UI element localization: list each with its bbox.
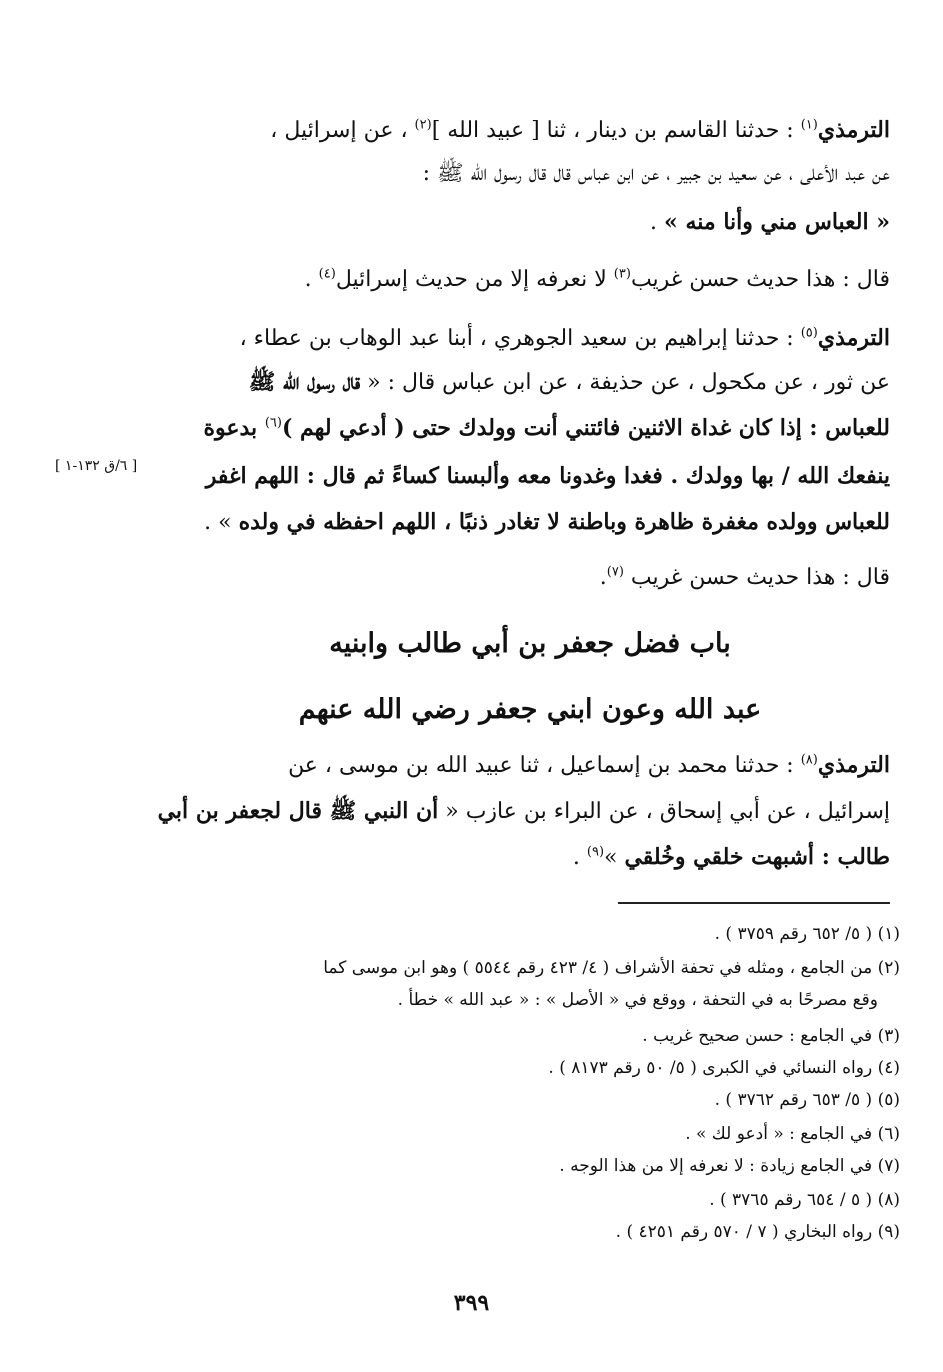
text-line: [650, 202, 890, 243]
footnote-marker: (٥): [800, 325, 818, 341]
text-line: [270, 110, 890, 151]
text-run: : حدثنا إبراهيم بن سعيد الجوهري ، أبنا عبد الوهاب بن عطاء ،: [239, 326, 801, 351]
text-run: قال : هذا حديث حسن غريب: [623, 565, 890, 590]
page-number: ٣٩٩: [453, 1290, 490, 1316]
footnote-marker: (٦): [264, 415, 282, 431]
footnote-divider: [618, 902, 890, 904]
text-run: »: [604, 845, 625, 870]
text-run: » .: [204, 510, 239, 535]
footnote-item: (٧) في الجامع زيادة : لا نعرفه إلا من هذا الوجه .: [559, 1156, 900, 1176]
text-run: الترمذي: [817, 752, 890, 778]
footnote-marker: (٨): [800, 752, 818, 768]
footnote-item: (٨) ( ٥ / ٦٥٤ رقم ٣٧٦٥ ) .: [709, 1190, 900, 1210]
text-run: .: [599, 565, 607, 590]
text-run: قال رسول الله ﷺ: [248, 369, 361, 395]
footnote-item: (٦) في الجامع : « أدعو لك » .: [685, 1124, 900, 1144]
text-run: « العباس مني وأنا منه »: [664, 209, 890, 235]
footnote-item: (٤) رواه النسائي في الكبرى ( ٥/ ٥٠ رقم ٨١٧٣ ) .: [548, 1058, 900, 1078]
text-run: طالب : أشبهت خلقي وخُلقي: [624, 844, 890, 870]
text-run: للعباس وولده مغفرة ظاهرة وباطنة لا تغادر ذنبًا ، اللهم احفظه في ولده: [238, 509, 890, 535]
text-line: [203, 408, 890, 449]
text-run: ، عن إسرائيل ،: [270, 118, 415, 143]
text-line: [204, 502, 890, 543]
footnote-marker: (٧): [606, 564, 624, 580]
text-run: قال : هذا حديث حسن غريب: [630, 267, 890, 292]
text-run: ينفعك الله / بها وولدك . فغدا وغدونا معه وألبسنا كساءً ثم قال : اللهم اغفر: [205, 463, 890, 489]
footnote-item: وقع مصرحًا به في التحفة ، ووقع في « الأصل » : « عبد الله » خطأ .: [397, 990, 878, 1010]
footnote-marker: (٣): [613, 266, 631, 282]
text-line: [573, 837, 890, 878]
text-run: إسرائيل ، عن أبي إسحاق ، عن البراء بن عازب «: [438, 799, 890, 824]
footnote-item: (٥) ( ٥/ ٦٥٣ رقم ٣٧٦٢ ) .: [714, 1090, 900, 1110]
text-line: [240, 318, 890, 359]
footnote-item: (٣) في الجامع : حسن صحيح غريب .: [642, 1026, 900, 1046]
text-run: لا نعرفه إلا من حديث إسرائيل: [335, 267, 614, 292]
text-run: الترمذي: [817, 325, 890, 351]
manuscript-margin-reference: [ ٦/ق ١٣٢-١ ]: [55, 458, 138, 474]
text-run: أن النبي ﷺ قال لجعفر بن أبي: [157, 798, 439, 824]
text-line: [423, 154, 890, 194]
footnote-item: (٢) من الجامع ، ومثله في تحفة الأشراف ( ٤/ ٤٢٣ رقم ٥٥٤٤ ) وهو ابن موسى كما: [323, 958, 900, 978]
section-heading-line-1: باب فضل جعفر بن أبي طالب وابنيه: [329, 628, 731, 659]
text-line: [288, 745, 890, 786]
text-run: : حدثنا محمد بن إسماعيل ، ثنا عبيد الله بن موسى ، عن: [288, 753, 801, 778]
text-run: الترمذي: [817, 117, 890, 143]
text-line: [600, 558, 890, 598]
text-run: عن عبد الأعلى ، عن سعيد بن جبير ، عن ابن عباس قال قال رسول الله ﷺ :: [422, 161, 890, 186]
text-run: .: [572, 845, 587, 870]
footnote-marker: (١): [800, 117, 818, 133]
text-line: [305, 260, 890, 300]
section-heading-line-2: عبد الله وعون ابني جعفر رضي الله عنهم: [298, 694, 762, 725]
text-run: للعباس : إذا كان غداة الاثنين فائتني أنت وولدك حتى ( أدعي لهم ): [281, 415, 890, 441]
text-run: .: [304, 267, 319, 292]
text-run: عن ثور ، عن مكحول ، عن حذيفة ، عن ابن عباس قال : «: [360, 370, 890, 395]
footnote-marker: (٩): [586, 844, 605, 860]
text-line: [206, 456, 890, 497]
text-line: [158, 791, 890, 832]
footnote-item: (٩) رواه البخاري ( ٧ / ٥٧٠ رقم ٤٢٥١ ) .: [615, 1222, 900, 1242]
text-run: .: [650, 210, 665, 235]
footnote-marker: (٤): [318, 266, 336, 282]
text-run: بدعوة: [203, 415, 265, 441]
text-line: [249, 362, 890, 403]
footnote-marker: (٢): [414, 117, 432, 133]
footnote-item: (١) ( ٥/ ٦٥٢ رقم ٣٧٥٩ ) .: [714, 924, 900, 944]
text-run: : حدثنا القاسم بن دينار ، ثنا [ عبيد الله ]: [431, 118, 801, 143]
